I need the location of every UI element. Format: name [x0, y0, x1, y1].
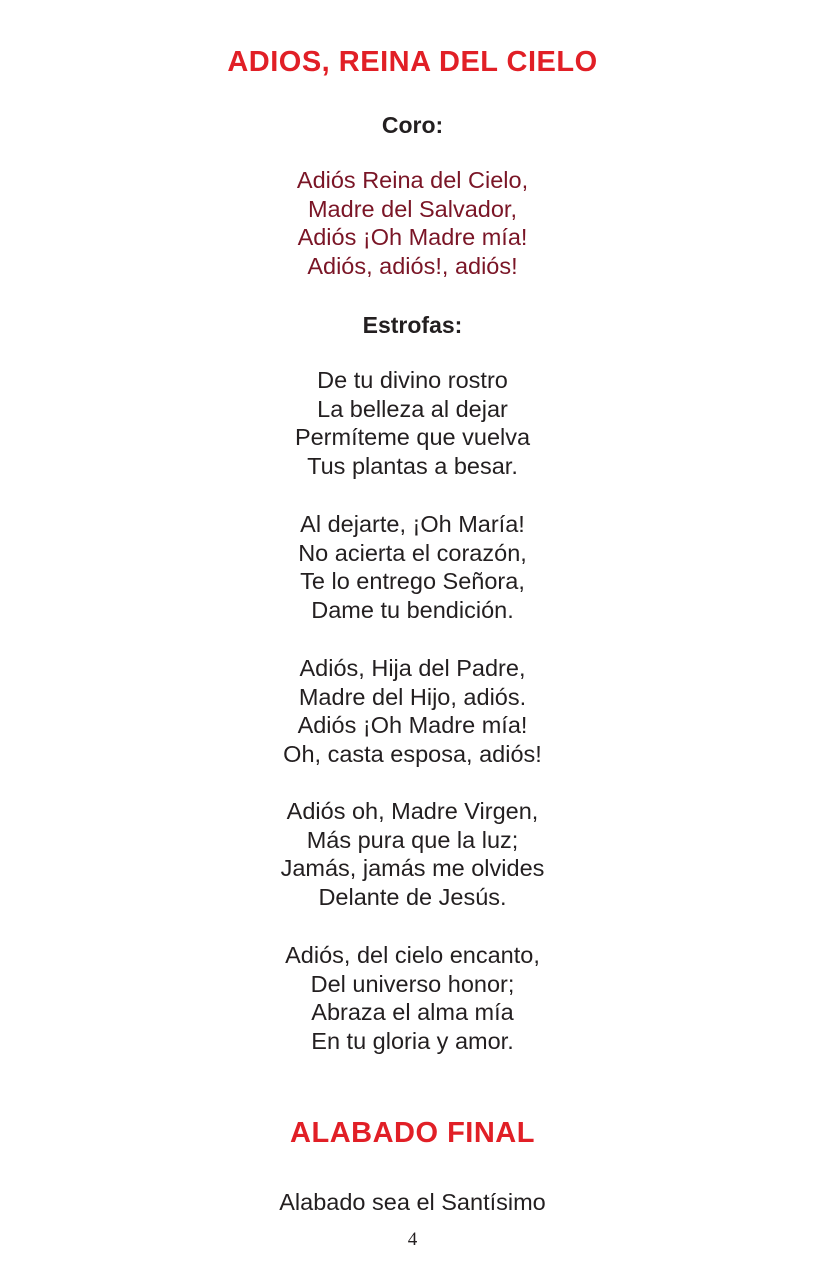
verse-line: Al dejarte, ¡Oh María!: [300, 511, 525, 537]
verse-stanza: [0, 366, 825, 481]
chorus-line: Adiós ¡Oh Madre mía!: [297, 224, 528, 251]
chorus-line: Madre del Salvador,: [307, 195, 517, 222]
verse-line: Del universo honor;: [310, 970, 515, 997]
verse-line: Jamás, jamás me olvides: [280, 855, 545, 882]
verse-stanza: [0, 654, 825, 769]
verses-heading: Estrofas:: [362, 312, 463, 338]
second-song-title: ALABADO FINAL: [290, 1117, 535, 1149]
verse-line: Abraza el alma mía: [311, 999, 514, 1026]
song-title: ADIOS, REINA DEL CIELO: [227, 46, 598, 78]
verse-line: Más pura que la luz;: [306, 826, 519, 853]
chorus-stanza: [0, 166, 825, 281]
verse-line: Adiós, del cielo encanto,: [285, 942, 540, 968]
page-number: 4: [407, 1229, 418, 1250]
second-song-first-line: Alabado sea el Santísimo: [279, 1189, 546, 1215]
verse-line: Adiós ¡Oh Madre mía!: [297, 712, 528, 739]
verse-stanza: [0, 510, 825, 625]
verse-line: La belleza al dejar: [317, 395, 508, 422]
verse-line: De tu divino rostro: [317, 367, 508, 393]
chorus-heading: Coro:: [381, 112, 444, 138]
verse-line: Delante de Jesús.: [318, 884, 507, 911]
verse-line: Oh, casta esposa, adiós!: [283, 741, 542, 768]
verse-line: Dame tu bendición.: [311, 597, 514, 624]
verse-line: Te lo entrego Señora,: [300, 568, 525, 595]
verse-line: Tus plantas a besar.: [307, 453, 518, 480]
chorus-line: Adiós Reina del Cielo,: [296, 167, 529, 193]
verse-stanza: [0, 941, 825, 1056]
chorus-line: Adiós, adiós!, adiós!: [307, 253, 518, 280]
verse-line: Adiós, Hija del Padre,: [299, 655, 526, 681]
verse-line: Adiós oh, Madre Virgen,: [286, 798, 539, 824]
verse-line: Permíteme que vuelva: [294, 424, 531, 451]
verse-line: Madre del Hijo, adiós.: [298, 683, 527, 710]
verse-line: En tu gloria y amor.: [311, 1028, 514, 1055]
verse-stanza: [0, 797, 825, 912]
verse-line: No acierta el corazón,: [298, 539, 527, 566]
